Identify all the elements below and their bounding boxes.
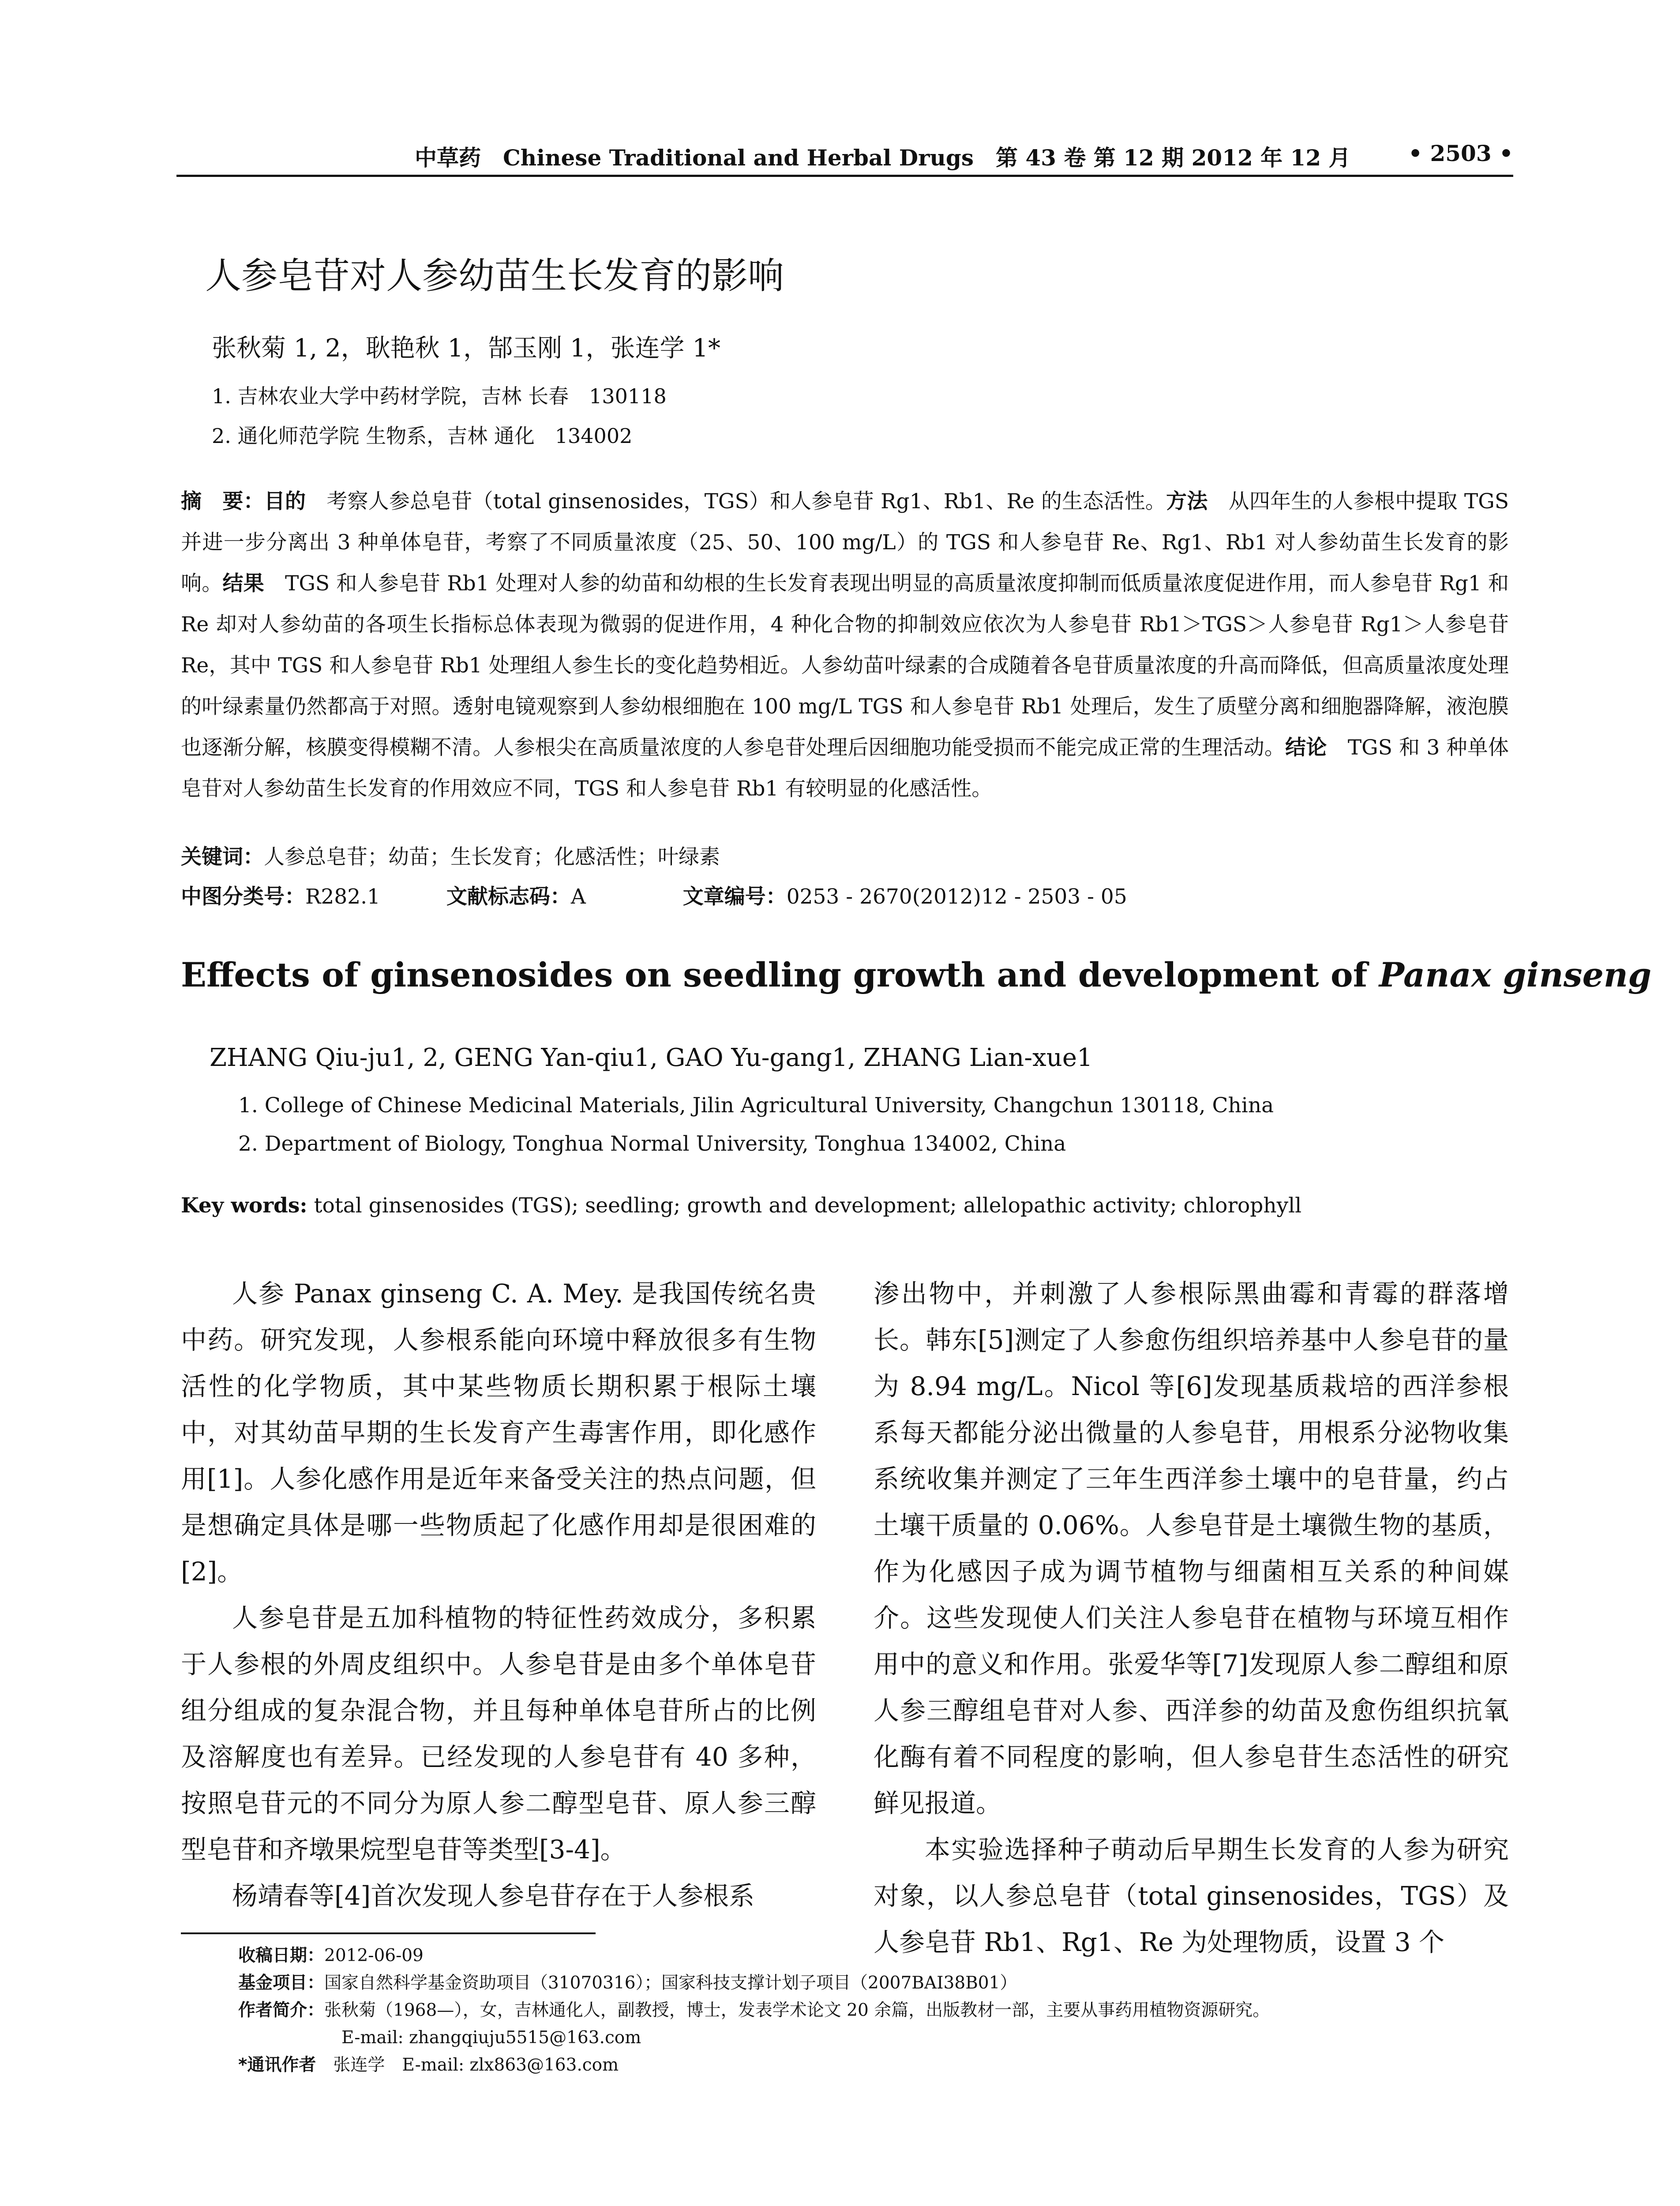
keywords-en-text: total ginsenosides (TGS); seedling; growth and development; allelopathic activity; chlorophyll <box>307 1193 1302 1218</box>
keywords-en <box>181 1193 1301 1218</box>
affiliation-en-1: 1. College of Chinese Medicinal Materials, Jilin Agricultural University, Changchun 130118, China <box>238 1093 1274 1118</box>
article-number-value: 0253 - 2670(2012)12 - 2503 - 05 <box>786 885 1127 909</box>
authors-cn: 张秋菊 1, 2，耿艳秋 1，郜玉刚 1，张连学 1* <box>212 334 720 363</box>
doc-code-value: A <box>570 885 586 909</box>
abstract <box>181 481 1509 809</box>
paragraph: 本实验选择种子萌动后早期生长发育的人参为研究对象，以人参总皂苷（total ginsenosides，TGS）及人参皂苷 Rb1、Rg1、Re 为处理物质，设置 3 个 <box>874 1835 1509 1957</box>
aim-text: 考察人参总皂苷（total ginsenosides，TGS）和人参皂苷 Rg1、Rb1、Re 的生态活性。 <box>306 489 1166 514</box>
keywords-en-label: Key words: <box>181 1193 308 1218</box>
paragraph: 人参 Panax ginseng C. A. Mey. 是我国传统名贵中药。研究发现，人参根系能向环境中释放很多有生物活性的化学物质，其中某些物质长期积累于根际土壤中，对其幼苗早期的生长发育产生毒害作用，即化感作用[1]。人参化感作用是近年来备受关注的热点问题，但是想确定具体是哪一些物质起了化感作用却是很困难的[2]。 <box>181 1279 816 1587</box>
header-rule <box>176 175 1513 177</box>
classification-line <box>181 880 1127 910</box>
method-text: 从四年生的人参根中提取 TGS 并进一步分离出 3 种单体皂苷，考察了不同质量浓度（25、50、100 mg/L）的 TGS 和人参皂苷 Re、Rg1、Rb1 对人参幼苗生长发育的影响。 <box>181 489 1509 596</box>
authors-en: ZHANG Qiu-ju1, 2, GENG Yan-qiu1, GAO Yu-gang1, ZHANG Lian-xue1 <box>210 1043 1093 1072</box>
clc-label: 中图分类号： <box>181 885 305 909</box>
method-label: 方法 <box>1166 489 1208 514</box>
affiliation-cn-1: 1. 吉林农业大学中药材学院，吉林 长春 130118 <box>212 384 667 408</box>
title-cn: 人参皂苷对人参幼苗生长发育的影响 <box>205 255 784 297</box>
keywords-cn-label: 关键词： <box>181 845 264 869</box>
running-header <box>176 140 1513 176</box>
aim-label: 目的 <box>264 489 306 514</box>
article-number-label: 文章编号： <box>682 885 787 909</box>
title-en <box>181 955 1651 994</box>
clc-value: R282.1 <box>305 885 380 909</box>
conclusion-label: 结论 <box>1285 735 1327 760</box>
abstract-label: 摘 要： <box>181 489 264 514</box>
footnote-rule <box>181 1932 596 1934</box>
affiliation-en-2: 2. Department of Biology, Tonghua Normal University, Tonghua 134002, China <box>238 1132 1066 1156</box>
title-en-species: Panax ginseng <box>1379 955 1652 994</box>
journal-line: 中草药 Chinese Traditional and Herbal Drugs 第 43 卷 第 12 期 2012 年 12 月 <box>415 145 1351 171</box>
footnotes <box>238 1942 1270 2079</box>
paragraph: 人参皂苷是五加科植物的特征性药效成分，多积累于人参根的外周皮组织中。人参皂苷是由多个单体皂苷组分组成的复杂混合物，并且每种单体皂苷所占的比例及溶解度也有差异。已经发现的人参皂苷有 40 多种，按照皂苷元的不同分为原人参二醇型皂苷、原人参三醇型皂苷和齐墩果烷型皂苷等类型[3-4]。 <box>181 1603 816 1865</box>
author-email: E-mail: zhangqiuju5515@163.com <box>341 2028 641 2048</box>
received-date: 收稿日期：2012-06-09 <box>238 1946 424 1966</box>
page-number: • 2503 • <box>1408 140 1513 166</box>
result-text: TGS 和人参皂苷 Rb1 处理对人参的幼苗和幼根的生长发育表现出明显的高质量浓度抑制而低质量浓度促进作用，而人参皂苷 Rg1 和 Re 却对人参幼苗的各项生长指标总体表现为微弱的促进作用，4 种化合物的抑制效应依次为人参皂苷 Rb1＞TGS＞人参皂苷 Rg1＞人参皂苷 Re，其中 TGS 和人参皂苷 Rb1 处理组人参生长的变化趋势相近。人参幼苗叶绿素的合成随着各皂苷质量浓度的升高而降低，但高质量浓度处理的叶绿素量仍然都高于对照。透射电镜观察到人参幼根细胞在 100 mg/L TGS 和人参皂苷 Rb1 处理后，发生了质壁分离和细胞器降解，液泡膜也逐渐分解，核膜变得模糊不清。人参根尖在高质量浓度的人参皂苷处理后因细胞功能受损而不能完成正常的生理活动。 <box>181 571 1509 760</box>
body-column-right <box>874 1271 1509 1966</box>
doc-code-label: 文献标志码： <box>446 885 571 909</box>
keywords-cn <box>181 840 720 870</box>
author-bio: 作者简介：张秋菊（1968—），女，吉林通化人，副教授，博士，发表学术论文 20 余篇，出版教材一部，主要从事药用植物资源研究。 <box>238 2000 1270 2020</box>
title-en-main: Effects of ginsenosides on seedling growth and development of <box>181 955 1379 994</box>
paragraph: 渗出物中，并刺激了人参根际黑曲霉和青霉的群落增长。韩东[5]测定了人参愈伤组织培养基中人参皂苷的量为 8.94 mg/L。Nicol 等[6]发现基质栽培的西洋参根系每天都能分泌出微量的人参皂苷，用根系分泌物收集系统收集并测定了三年生西洋参土壤中的皂苷量，约占土壤干质量的 0.06%。人参皂苷是土壤微生物的基质，作为化感因子成为调节植物与细菌相互关系的种间媒介。这些发现使人们关注人参皂苷在植物与环境互相作用中的意义和作用。张爱华等[7]发现原人参二醇组和原人参三醇组皂苷对人参、西洋参的幼苗及愈伤组织抗氧化酶有着不同程度的影响，但人参皂苷生态活性的研究鲜见报道。 <box>874 1279 1509 1818</box>
fund-info: 基金项目：国家自然科学基金资助项目（31070316）；国家科技支撑计划子项目（2007BAI38B01） <box>238 1973 1017 1993</box>
corresponding-author: *通讯作者 张连学 E-mail: zlx863@163.com <box>238 2055 619 2075</box>
affiliation-cn-2: 2. 通化师范学院 生物系，吉林 通化 134002 <box>212 424 633 448</box>
result-label: 结果 <box>222 571 264 596</box>
conclusion-text: TGS 和 3 种单体皂苷对人参幼苗生长发育的作用效应不同，TGS 和人参皂苷 Rb1 有较明显的化感活性。 <box>181 735 1509 801</box>
body-column-left <box>181 1271 816 1919</box>
paragraph: 杨靖春等[4]首次发现人参皂苷存在于人参根系 <box>232 1881 755 1911</box>
keywords-cn-text: 人参总皂苷；幼苗；生长发育；化感活性；叶绿素 <box>264 845 720 869</box>
